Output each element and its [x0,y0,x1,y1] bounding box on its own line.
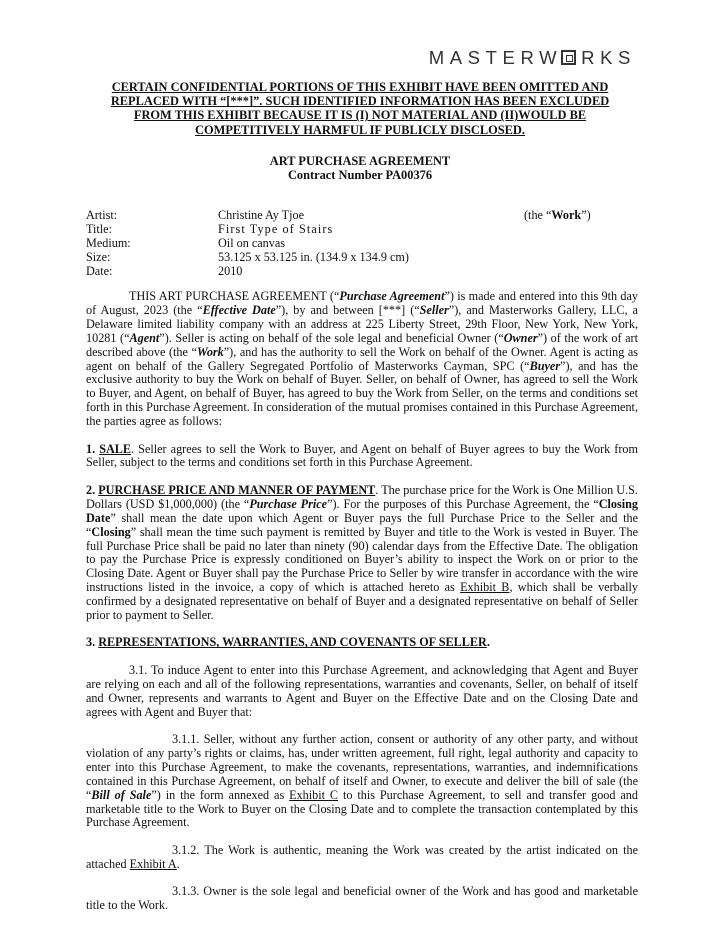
size-label: Size: [86,250,111,264]
defined-term: Work [196,344,224,359]
intro-paragraph [86,290,638,429]
section-heading: SALE [99,441,132,456]
title-label: Title: [86,222,112,236]
text-run: . [176,856,180,871]
notice-line: REPLACED WITH “[***]”. SUCH IDENTIFIED INFORMATION HAS BEEN EXCLUDED [110,94,610,109]
text-run: . The purchase price for the Work is One Million U.S. Dollars (USD $1,000,000) (the “ [86,482,638,511]
artist-label: Artist: [86,208,118,222]
size-value: 53.125 x 53.125 in. (134.9 x 134.9 cm) [218,250,409,264]
note-text: ”) [581,208,591,222]
text-run: THIS ART PURCHASE AGREEMENT (“ [129,289,340,303]
exhibit-b-reference: Exhibit B [460,580,510,595]
date-label: Date: [86,264,113,278]
artist-row [86,208,634,222]
note-text: (the “ [524,208,552,222]
title-value: First Type of Stairs [218,222,334,236]
work-details [86,208,634,278]
medium-row [86,236,634,250]
defined-term: Purchase Price [249,496,328,511]
defined-term: Buyer [529,358,561,373]
text-run: ”). For the purposes of this Purchase Agreement, the “ [327,496,599,511]
text-run: . Seller agrees to sell the Work to Buyer, and Agent on behalf of Buyer agrees to buy the Work from Seller, subject to the terms and conditions set forth in this Purchase Agreement. [86,441,638,470]
masterworks-logo [429,47,636,69]
clause-3-1-2 [86,844,638,872]
date-row [86,264,634,278]
section-heading: REPRESENTATIONS, WARRANTIES, AND COVENANTS OF SELLER [98,635,487,650]
exhibit-a-reference: Exhibit A [129,856,177,871]
defined-term: Closing Date [86,496,639,525]
contract-number: Contract Number PA00376 [287,168,433,182]
text-run: . [486,635,490,650]
section-1-sale [86,443,638,471]
medium-value: Oil on canvas [218,236,286,250]
exhibit-c-reference: Exhibit C [289,787,339,802]
text-run: ” shall mean the time such payment is remitted by Buyer and title to the Work is vested in Buyer. The full Purchase Price shall be paid no later than ninety (90) calendar days from the Effective Date. The obligation to pay the Purchase Price is expressly conditioned on Buyer’s ability to inspect the Work on or prior to the Closing Date. Agent or Buyer shall pay the Purchase Price to Seller by wire transfer in accordance with the wire instructions listed in the invoice, a copy of which is attached hereto as [86,524,638,595]
defined-term: Effective Date [202,302,276,317]
text-run: 3.1.1. Seller, without any further action, consent or authority of any other party, and without violation of any party’s rights or claims, has, under written agreement, full right, legal authority and capacity to enter into this Purchase Agreement, to make the covenants, representations, warranties, and indemnifications contained in this Purchase Agreement, on behalf of itself and Owner, to execute and deliver the bill of sale (the “ [86,731,638,802]
text-run: ”), by and between [***] (“ [275,302,420,317]
text-run: , which shall be verbally confirmed by a designated representative on behalf of Buyer and a designated representative on behalf of Seller prior to payment to Seller. [86,580,638,623]
text-run: ”) in the form annexed as [151,787,290,802]
clause-3-1-1 [86,733,638,830]
text-run: ”) of the work of art described above (the “ [86,330,638,359]
note-bold: Work [551,208,582,222]
logo-square-icon [561,50,576,65]
logo-text-end: RKS [581,47,636,68]
text-run: ”), and has the exclusive authority to buy the Work on behalf of Buyer. Seller, on behalf of Owner, has agreed to sell the Work to Buyer, and Agent, on behalf of Buyer, has agreed to buy the Work from Seller, on the terms and conditions set forth in this Purchase Agreement. In consideration of the mutual promises contained in this Purchase Agreement, the parties agree as follows: [86,358,638,429]
size-row [86,250,634,264]
section-number: 2. [86,482,99,497]
notice-line: CERTAIN CONFIDENTIAL PORTIONS OF THIS EXHIBIT HAVE BEEN OMITTED AND [111,80,609,94]
title-row [86,222,634,236]
agreement-title [86,154,634,182]
agreement-body [86,290,638,926]
notice-line: COMPETITIVELY HARMFUL IF PUBLICLY DISCLOSED. [195,122,525,137]
the-work-note [524,208,591,222]
clause-3-1: 3.1. To induce Agent to enter into this Purchase Agreement, and acknowledging that Agent and Buyer are relying on each and all of the following representations, warranties and covenants, Seller, on behalf of itself and Owner, represents and warrants to Agent and Buyer on the Effective Date and on the Closing Date and agrees with Agent and Buyer that: [86,662,638,719]
defined-term: Purchase Agreement [339,289,445,303]
section-number: 3. [86,635,99,650]
section-heading: PURCHASE PRICE AND MANNER OF PAYMENT [98,482,376,497]
date-value: 2010 [218,264,243,278]
section-2-purchase-price [86,484,638,623]
clause-3-1-3: 3.1.3. Owner is the sole legal and beneficial owner of the Work and has good and marketable title to the Work. [86,884,638,913]
defined-term: Bill of Sale [91,787,152,802]
logo-text-start: MASTERW [428,47,563,68]
section-number: 1. [86,441,100,456]
defined-term: Agent [129,330,160,345]
medium-label: Medium: [86,236,131,250]
text-run: ”) is made and entered into this 9th day of August, 2023 (the “ [86,289,638,317]
notice-line: FROM THIS EXHIBIT BECAUSE IT IS (I) NOT MATERIAL AND (II)WOULD BE [133,108,587,123]
text-run: 3.1.2. The Work is authentic, meaning the Work was created by the artist indicated on the attached [86,842,638,871]
defined-term: Closing [91,524,131,539]
text-run: to this Purchase Agreement, to sell and transfer good and marketable title to the Work to Buyer on the Closing Date and to complete the transaction contemplated by this Purchase Agreement. [86,787,638,830]
text-run: ” shall mean the date upon which Agent or Buyer pays the full Purchase Price to the Seller and the “ [86,510,638,539]
text-run: ”). Seller is acting on behalf of the sole legal and beneficial Owner (“ [159,330,504,345]
defined-term: Owner [503,330,538,345]
text-run: ”), and Masterworks Gallery, LLC, a Delaware limited liability company with an address at 225 Liberty Street, 29th Floor, New York, New York, 10281 (“ [86,302,638,345]
text-run: ”), and has the authority to sell the Work on behalf of the Owner. Agent is acting as agent on behalf of the Gallery Segregated Portfolio of Masterworks Cayman, SPC (“ [86,344,639,373]
section-3-heading [86,636,638,650]
artist-value: Christine Ay Tjoe [218,208,304,222]
defined-term: Seller [419,302,449,317]
title-line: ART PURCHASE AGREEMENT [269,154,451,168]
confidentiality-notice [86,80,634,137]
